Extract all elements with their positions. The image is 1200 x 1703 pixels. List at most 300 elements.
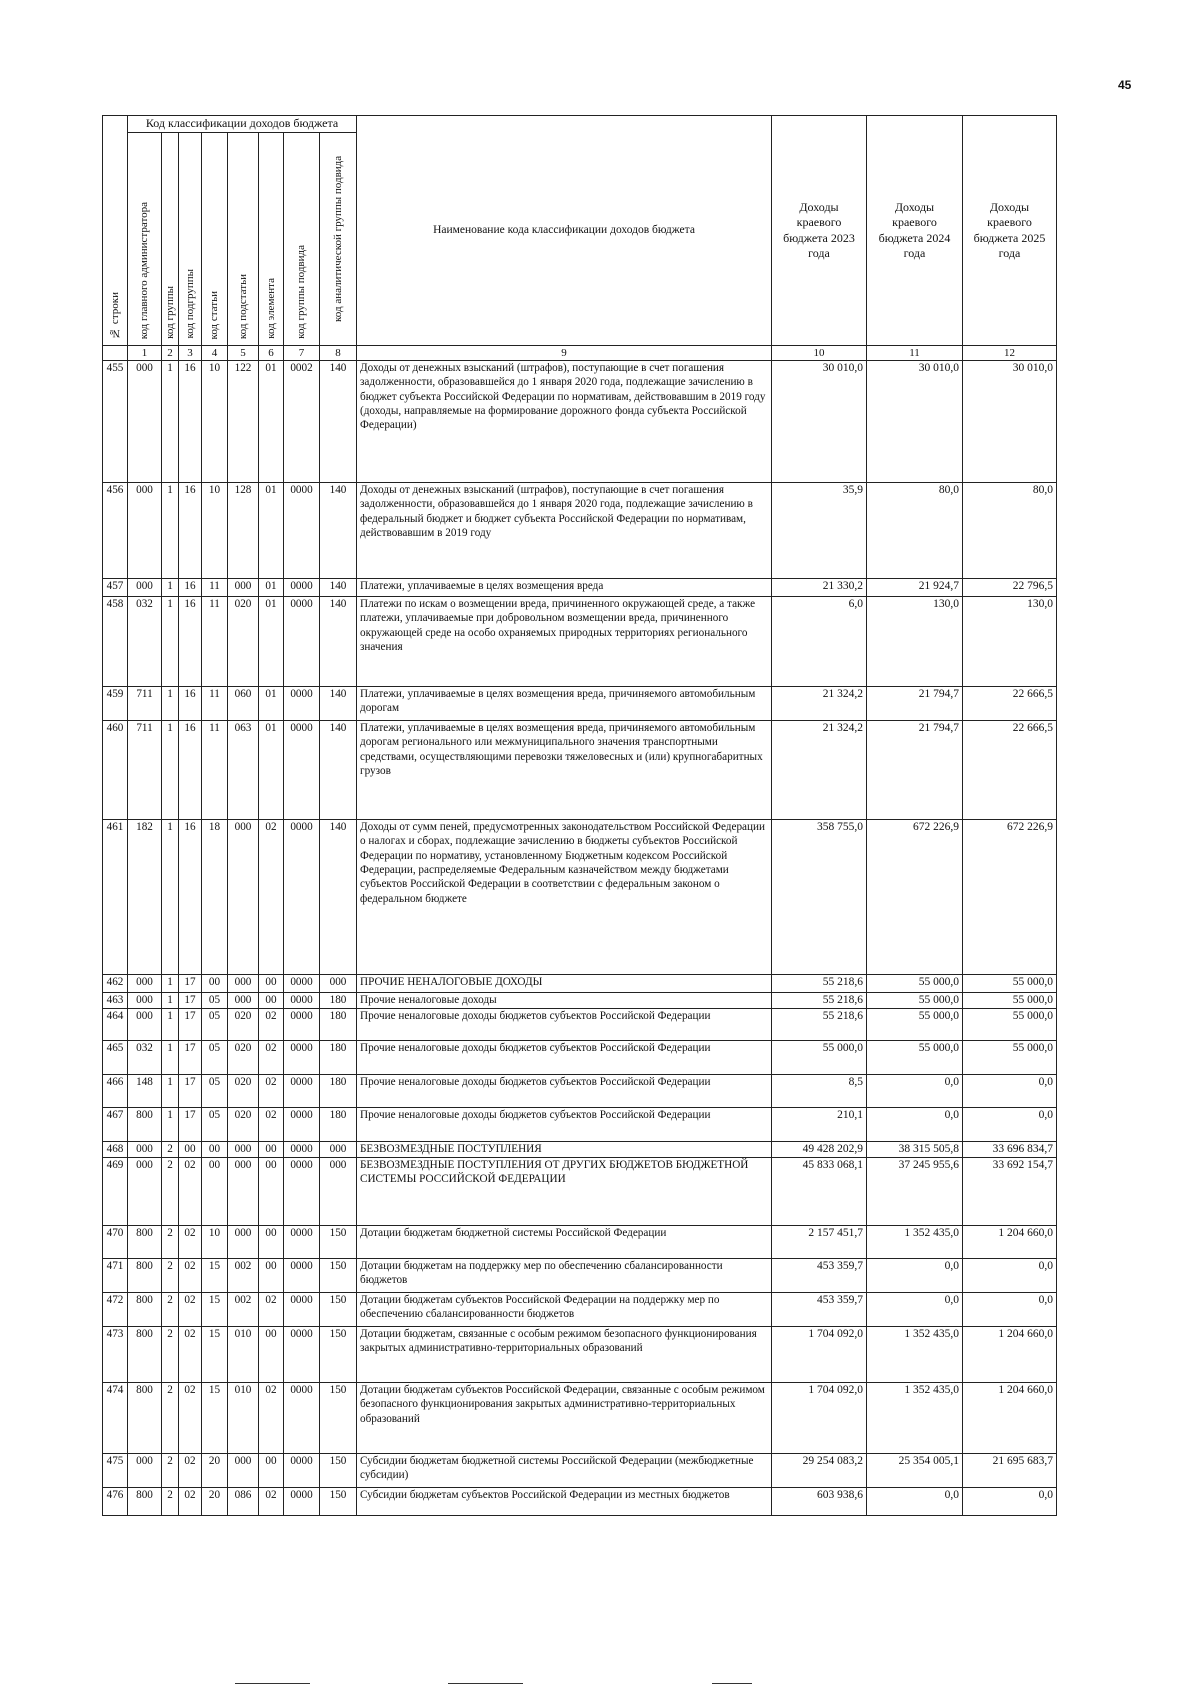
amount-2025: 55 000,0 bbox=[963, 975, 1057, 993]
revenue-name: Субсидии бюджетам субъектов Российской Федерации из местных бюджетов bbox=[357, 1488, 772, 1516]
amount-2023: 6,0 bbox=[772, 597, 867, 687]
article-code: 15 bbox=[202, 1383, 228, 1454]
revenue-name: Дотации бюджетам, связанные с особым режимом безопасного функционирования закрытых административно-территориальных образований bbox=[357, 1327, 772, 1383]
subarticle-code: 000 bbox=[228, 1158, 259, 1226]
element-code: 01 bbox=[259, 597, 284, 687]
subtype-group-code: 0000 bbox=[284, 1075, 320, 1108]
analytic-group-code: 140 bbox=[320, 721, 357, 820]
subgroup-code: 02 bbox=[179, 1259, 202, 1293]
header-article: код статьи bbox=[202, 133, 228, 346]
element-code: 01 bbox=[259, 483, 284, 579]
amount-2023: 35,9 bbox=[772, 483, 867, 579]
analytic-group-code: 000 bbox=[320, 1158, 357, 1226]
scan-mark bbox=[235, 1683, 310, 1684]
analytic-group-code: 150 bbox=[320, 1488, 357, 1516]
amount-2024: 38 315 505,8 bbox=[867, 1142, 963, 1158]
amount-2023: 55 218,6 bbox=[772, 1009, 867, 1041]
admin-code: 000 bbox=[128, 975, 162, 993]
analytic-group-code: 140 bbox=[320, 361, 357, 483]
amount-2024: 1 352 435,0 bbox=[867, 1226, 963, 1259]
group-code: 2 bbox=[162, 1259, 179, 1293]
header-2025: Доходы краевого бюджета 2025 года bbox=[963, 116, 1057, 346]
subgroup-code: 02 bbox=[179, 1488, 202, 1516]
subarticle-code: 020 bbox=[228, 1041, 259, 1075]
amount-2024: 55 000,0 bbox=[867, 975, 963, 993]
amount-2024: 55 000,0 bbox=[867, 1009, 963, 1041]
article-code: 00 bbox=[202, 1142, 228, 1158]
subtype-group-code: 0000 bbox=[284, 483, 320, 579]
group-code: 2 bbox=[162, 1488, 179, 1516]
row-number: 473 bbox=[103, 1327, 128, 1383]
article-code: 15 bbox=[202, 1259, 228, 1293]
column-number: 4 bbox=[202, 346, 228, 361]
row-number: 474 bbox=[103, 1383, 128, 1454]
amount-2025: 55 000,0 bbox=[963, 1009, 1057, 1041]
element-code: 00 bbox=[259, 975, 284, 993]
analytic-group-code: 180 bbox=[320, 993, 357, 1009]
header-analytic-group: код аналитической группы подвида bbox=[320, 133, 357, 346]
amount-2024: 21 794,7 bbox=[867, 721, 963, 820]
article-code: 05 bbox=[202, 1108, 228, 1142]
group-code: 2 bbox=[162, 1142, 179, 1158]
analytic-group-code: 180 bbox=[320, 1041, 357, 1075]
element-code: 02 bbox=[259, 1383, 284, 1454]
subgroup-code: 17 bbox=[179, 1075, 202, 1108]
amount-2025: 22 796,5 bbox=[963, 579, 1057, 597]
amount-2024: 80,0 bbox=[867, 483, 963, 579]
revenue-name: БЕЗВОЗМЕЗДНЫЕ ПОСТУПЛЕНИЯ ОТ ДРУГИХ БЮДЖЕТОВ БЮДЖЕТНОЙ СИСТЕМЫ РОССИЙСКОЙ ФЕДЕРАЦИИ bbox=[357, 1158, 772, 1226]
row-number: 476 bbox=[103, 1488, 128, 1516]
group-code: 2 bbox=[162, 1383, 179, 1454]
row-number: 455 bbox=[103, 361, 128, 483]
amount-2024: 1 352 435,0 bbox=[867, 1383, 963, 1454]
group-code: 1 bbox=[162, 597, 179, 687]
admin-code: 800 bbox=[128, 1259, 162, 1293]
article-code: 18 bbox=[202, 820, 228, 975]
table-row bbox=[103, 1454, 1057, 1488]
table-row bbox=[103, 1108, 1057, 1142]
row-number: 461 bbox=[103, 820, 128, 975]
subtype-group-code: 0000 bbox=[284, 1383, 320, 1454]
subtype-group-code: 0000 bbox=[284, 1259, 320, 1293]
amount-2024: 1 352 435,0 bbox=[867, 1327, 963, 1383]
article-code: 11 bbox=[202, 721, 228, 820]
subtype-group-code: 0000 bbox=[284, 820, 320, 975]
column-number: 3 bbox=[179, 346, 202, 361]
subgroup-code: 02 bbox=[179, 1454, 202, 1488]
group-code: 1 bbox=[162, 721, 179, 820]
admin-code: 800 bbox=[128, 1383, 162, 1454]
subarticle-code: 020 bbox=[228, 1108, 259, 1142]
amount-2023: 358 755,0 bbox=[772, 820, 867, 975]
amount-2023: 8,5 bbox=[772, 1075, 867, 1108]
column-number bbox=[103, 346, 128, 361]
analytic-group-code: 180 bbox=[320, 1075, 357, 1108]
column-number-row bbox=[103, 346, 1057, 361]
admin-code: 711 bbox=[128, 687, 162, 721]
group-code: 2 bbox=[162, 1454, 179, 1488]
header-subgroup: код подгруппы bbox=[179, 133, 202, 346]
analytic-group-code: 150 bbox=[320, 1293, 357, 1327]
admin-code: 800 bbox=[128, 1327, 162, 1383]
admin-code: 000 bbox=[128, 579, 162, 597]
article-code: 11 bbox=[202, 579, 228, 597]
amount-2025: 1 204 660,0 bbox=[963, 1383, 1057, 1454]
amount-2025: 130,0 bbox=[963, 597, 1057, 687]
subgroup-code: 02 bbox=[179, 1158, 202, 1226]
table-row bbox=[103, 975, 1057, 993]
analytic-group-code: 000 bbox=[320, 975, 357, 993]
subgroup-code: 02 bbox=[179, 1327, 202, 1383]
amount-2025: 1 204 660,0 bbox=[963, 1226, 1057, 1259]
subarticle-code: 002 bbox=[228, 1259, 259, 1293]
article-code: 15 bbox=[202, 1293, 228, 1327]
analytic-group-code: 150 bbox=[320, 1454, 357, 1488]
revenue-name: Прочие неналоговые доходы bbox=[357, 993, 772, 1009]
amount-2025: 33 692 154,7 bbox=[963, 1158, 1057, 1226]
row-number: 467 bbox=[103, 1108, 128, 1142]
group-code: 2 bbox=[162, 1226, 179, 1259]
subarticle-code: 020 bbox=[228, 1009, 259, 1041]
article-code: 00 bbox=[202, 975, 228, 993]
subgroup-code: 16 bbox=[179, 597, 202, 687]
admin-code: 000 bbox=[128, 1454, 162, 1488]
revenue-name: Прочие неналоговые доходы бюджетов субъектов Российской Федерации bbox=[357, 1041, 772, 1075]
amount-2023: 603 938,6 bbox=[772, 1488, 867, 1516]
subarticle-code: 010 bbox=[228, 1383, 259, 1454]
amount-2024: 0,0 bbox=[867, 1108, 963, 1142]
subtype-group-code: 0000 bbox=[284, 579, 320, 597]
admin-code: 032 bbox=[128, 1041, 162, 1075]
subarticle-code: 128 bbox=[228, 483, 259, 579]
table-row bbox=[103, 993, 1057, 1009]
subtype-group-code: 0000 bbox=[284, 1041, 320, 1075]
table-row bbox=[103, 1226, 1057, 1259]
article-code: 05 bbox=[202, 993, 228, 1009]
admin-code: 000 bbox=[128, 993, 162, 1009]
subtype-group-code: 0000 bbox=[284, 993, 320, 1009]
amount-2024: 25 354 005,1 bbox=[867, 1454, 963, 1488]
subtype-group-code: 0000 bbox=[284, 1293, 320, 1327]
row-number: 464 bbox=[103, 1009, 128, 1041]
row-number: 468 bbox=[103, 1142, 128, 1158]
column-number: 2 bbox=[162, 346, 179, 361]
admin-code: 800 bbox=[128, 1226, 162, 1259]
page-number: 45 bbox=[1118, 78, 1132, 92]
header-subtype-group: код группы подвида bbox=[284, 133, 320, 346]
subgroup-code: 16 bbox=[179, 361, 202, 483]
revenue-name: Платежи, уплачиваемые в целях возмещения вреда, причиняемого автомобильным дорогам bbox=[357, 687, 772, 721]
group-code: 1 bbox=[162, 1108, 179, 1142]
element-code: 01 bbox=[259, 721, 284, 820]
amount-2024: 0,0 bbox=[867, 1075, 963, 1108]
element-code: 01 bbox=[259, 579, 284, 597]
table-row bbox=[103, 1383, 1057, 1454]
admin-code: 000 bbox=[128, 1009, 162, 1041]
amount-2025: 21 695 683,7 bbox=[963, 1454, 1057, 1488]
revenue-name: Дотации бюджетам субъектов Российской Федерации на поддержку мер по обеспечению сбалансированности бюджетов bbox=[357, 1293, 772, 1327]
amount-2024: 21 924,7 bbox=[867, 579, 963, 597]
subarticle-code: 060 bbox=[228, 687, 259, 721]
analytic-group-code: 150 bbox=[320, 1327, 357, 1383]
article-code: 10 bbox=[202, 483, 228, 579]
row-number: 460 bbox=[103, 721, 128, 820]
subarticle-code: 000 bbox=[228, 993, 259, 1009]
header-group-caption: Код классификации доходов бюджета bbox=[128, 116, 357, 133]
revenue-name: Дотации бюджетам на поддержку мер по обеспечению сбалансированности бюджетов bbox=[357, 1259, 772, 1293]
subgroup-code: 02 bbox=[179, 1383, 202, 1454]
article-code: 11 bbox=[202, 687, 228, 721]
subgroup-code: 17 bbox=[179, 1041, 202, 1075]
analytic-group-code: 000 bbox=[320, 1142, 357, 1158]
amount-2023: 49 428 202,9 bbox=[772, 1142, 867, 1158]
amount-2025: 80,0 bbox=[963, 483, 1057, 579]
revenue-name: Прочие неналоговые доходы бюджетов субъектов Российской Федерации bbox=[357, 1108, 772, 1142]
column-number: 1 bbox=[128, 346, 162, 361]
amount-2024: 0,0 bbox=[867, 1293, 963, 1327]
row-number: 472 bbox=[103, 1293, 128, 1327]
group-code: 2 bbox=[162, 1327, 179, 1383]
article-code: 11 bbox=[202, 597, 228, 687]
table-row bbox=[103, 687, 1057, 721]
amount-2024: 30 010,0 bbox=[867, 361, 963, 483]
analytic-group-code: 150 bbox=[320, 1226, 357, 1259]
subtype-group-code: 0000 bbox=[284, 687, 320, 721]
header-element: код элемента bbox=[259, 133, 284, 346]
subgroup-code: 02 bbox=[179, 1226, 202, 1259]
article-code: 10 bbox=[202, 361, 228, 483]
revenue-name: Платежи по искам о возмещении вреда, причиненного окружающей среде, а также платежи, уплачиваемые при добровольном возмещении вреда, причиненного окружающей среде на особо охраняемых природных территориях регионального значения bbox=[357, 597, 772, 687]
admin-code: 000 bbox=[128, 483, 162, 579]
table-row bbox=[103, 1009, 1057, 1041]
admin-code: 711 bbox=[128, 721, 162, 820]
table-row bbox=[103, 1488, 1057, 1516]
row-number: 462 bbox=[103, 975, 128, 993]
element-code: 00 bbox=[259, 1158, 284, 1226]
revenue-name: Доходы от денежных взысканий (штрафов), поступающие в счет погашения задолженности, образовавшейся до 1 января 2020 года, подлежащие зачислению в бюджет субъекта Российской Федерации по нормативам, действовавшим в 2019 году (доходы, направляемые на формирование дорожного фонда субъекта Российской Федерации) bbox=[357, 361, 772, 483]
subtype-group-code: 0000 bbox=[284, 1158, 320, 1226]
revenue-name: Прочие неналоговые доходы бюджетов субъектов Российской Федерации bbox=[357, 1075, 772, 1108]
table-row bbox=[103, 721, 1057, 820]
subarticle-code: 020 bbox=[228, 597, 259, 687]
subarticle-code: 000 bbox=[228, 1454, 259, 1488]
revenue-name: Дотации бюджетам бюджетной системы Российской Федерации bbox=[357, 1226, 772, 1259]
column-number: 11 bbox=[867, 346, 963, 361]
header-2024: Доходы краевого бюджета 2024 года bbox=[867, 116, 963, 346]
amount-2024: 55 000,0 bbox=[867, 1041, 963, 1075]
row-number: 470 bbox=[103, 1226, 128, 1259]
amount-2025: 0,0 bbox=[963, 1075, 1057, 1108]
revenue-name: Платежи, уплачиваемые в целях возмещения вреда, причиняемого автомобильным дорогам регионального или межмуниципального значения транспортными средствами, осуществляющими перевозки тяжеловесных и (или) крупногабаритных грузов bbox=[357, 721, 772, 820]
group-code: 1 bbox=[162, 820, 179, 975]
row-number: 466 bbox=[103, 1075, 128, 1108]
analytic-group-code: 140 bbox=[320, 483, 357, 579]
amount-2023: 29 254 083,2 bbox=[772, 1454, 867, 1488]
amount-2023: 1 704 092,0 bbox=[772, 1383, 867, 1454]
admin-code: 800 bbox=[128, 1293, 162, 1327]
revenue-name: Прочие неналоговые доходы бюджетов субъектов Российской Федерации bbox=[357, 1009, 772, 1041]
row-number: 458 bbox=[103, 597, 128, 687]
amount-2025: 33 696 834,7 bbox=[963, 1142, 1057, 1158]
row-number: 475 bbox=[103, 1454, 128, 1488]
subarticle-code: 000 bbox=[228, 1142, 259, 1158]
table-row bbox=[103, 579, 1057, 597]
column-number: 6 bbox=[259, 346, 284, 361]
amount-2023: 453 359,7 bbox=[772, 1259, 867, 1293]
amount-2024: 130,0 bbox=[867, 597, 963, 687]
row-number: 469 bbox=[103, 1158, 128, 1226]
header-group: код группы bbox=[162, 133, 179, 346]
table-row bbox=[103, 1158, 1057, 1226]
amount-2025: 22 666,5 bbox=[963, 721, 1057, 820]
row-number: 456 bbox=[103, 483, 128, 579]
amount-2023: 55 000,0 bbox=[772, 1041, 867, 1075]
column-number: 8 bbox=[320, 346, 357, 361]
admin-code: 182 bbox=[128, 820, 162, 975]
row-number: 463 bbox=[103, 993, 128, 1009]
article-code: 15 bbox=[202, 1327, 228, 1383]
row-number: 459 bbox=[103, 687, 128, 721]
subgroup-code: 17 bbox=[179, 1108, 202, 1142]
article-code: 00 bbox=[202, 1158, 228, 1226]
amount-2025: 55 000,0 bbox=[963, 993, 1057, 1009]
element-code: 02 bbox=[259, 1108, 284, 1142]
header-row-no: № строки bbox=[103, 116, 128, 346]
admin-code: 000 bbox=[128, 1158, 162, 1226]
revenue-name: Доходы от сумм пеней, предусмотренных законодательством Российской Федерации о налогах и сборах, подлежащие зачислению в бюджеты субъектов Российской Федерации по нормативу, установленному Бюджетным кодексом Российской Федерации, распределяемые Федеральным казначейством между бюджетами субъектов Российской Федерации в соответствии с федеральным законом о федеральном бюджете bbox=[357, 820, 772, 975]
subgroup-code: 16 bbox=[179, 687, 202, 721]
subarticle-code: 010 bbox=[228, 1327, 259, 1383]
group-code: 1 bbox=[162, 687, 179, 721]
subgroup-code: 00 bbox=[179, 1142, 202, 1158]
amount-2025: 30 010,0 bbox=[963, 361, 1057, 483]
admin-code: 800 bbox=[128, 1108, 162, 1142]
amount-2024: 55 000,0 bbox=[867, 993, 963, 1009]
subtype-group-code: 0000 bbox=[284, 597, 320, 687]
subgroup-code: 02 bbox=[179, 1293, 202, 1327]
group-code: 1 bbox=[162, 1041, 179, 1075]
amount-2025: 22 666,5 bbox=[963, 687, 1057, 721]
analytic-group-code: 180 bbox=[320, 1009, 357, 1041]
admin-code: 000 bbox=[128, 361, 162, 483]
amount-2025: 1 204 660,0 bbox=[963, 1327, 1057, 1383]
subgroup-code: 17 bbox=[179, 1009, 202, 1041]
element-code: 02 bbox=[259, 820, 284, 975]
group-code: 1 bbox=[162, 975, 179, 993]
subtype-group-code: 0000 bbox=[284, 1108, 320, 1142]
article-code: 05 bbox=[202, 1009, 228, 1041]
subtype-group-code: 0000 bbox=[284, 1327, 320, 1383]
subarticle-code: 063 bbox=[228, 721, 259, 820]
table-row bbox=[103, 1041, 1057, 1075]
subgroup-code: 16 bbox=[179, 721, 202, 820]
amount-2025: 0,0 bbox=[963, 1259, 1057, 1293]
subtype-group-code: 0000 bbox=[284, 1009, 320, 1041]
element-code: 00 bbox=[259, 993, 284, 1009]
subgroup-code: 16 bbox=[179, 483, 202, 579]
amount-2024: 0,0 bbox=[867, 1259, 963, 1293]
amount-2024: 672 226,9 bbox=[867, 820, 963, 975]
revenue-classification-table bbox=[102, 115, 1057, 1516]
analytic-group-code: 140 bbox=[320, 687, 357, 721]
element-code: 00 bbox=[259, 1327, 284, 1383]
analytic-group-code: 140 bbox=[320, 579, 357, 597]
revenue-name: Субсидии бюджетам бюджетной системы Российской Федерации (межбюджетные субсидии) bbox=[357, 1454, 772, 1488]
table-row bbox=[103, 1142, 1057, 1158]
amount-2023: 55 218,6 bbox=[772, 975, 867, 993]
analytic-group-code: 140 bbox=[320, 820, 357, 975]
element-code: 01 bbox=[259, 361, 284, 483]
amount-2024: 21 794,7 bbox=[867, 687, 963, 721]
article-code: 05 bbox=[202, 1041, 228, 1075]
group-code: 1 bbox=[162, 1009, 179, 1041]
subtype-group-code: 0000 bbox=[284, 1488, 320, 1516]
amount-2023: 2 157 451,7 bbox=[772, 1226, 867, 1259]
subarticle-code: 000 bbox=[228, 1226, 259, 1259]
element-code: 02 bbox=[259, 1041, 284, 1075]
element-code: 00 bbox=[259, 1226, 284, 1259]
admin-code: 000 bbox=[128, 1142, 162, 1158]
table-body bbox=[103, 361, 1057, 1516]
analytic-group-code: 140 bbox=[320, 597, 357, 687]
column-number: 12 bbox=[963, 346, 1057, 361]
table-row bbox=[103, 1293, 1057, 1327]
amount-2023: 21 324,2 bbox=[772, 687, 867, 721]
element-code: 02 bbox=[259, 1488, 284, 1516]
amount-2025: 55 000,0 bbox=[963, 1041, 1057, 1075]
element-code: 00 bbox=[259, 1142, 284, 1158]
amount-2023: 21 330,2 bbox=[772, 579, 867, 597]
analytic-group-code: 150 bbox=[320, 1259, 357, 1293]
element-code: 02 bbox=[259, 1075, 284, 1108]
subarticle-code: 000 bbox=[228, 975, 259, 993]
column-number: 10 bbox=[772, 346, 867, 361]
subgroup-code: 16 bbox=[179, 820, 202, 975]
amount-2023: 210,1 bbox=[772, 1108, 867, 1142]
amount-2025: 0,0 bbox=[963, 1488, 1057, 1516]
table-row bbox=[103, 361, 1057, 483]
column-number: 5 bbox=[228, 346, 259, 361]
group-code: 1 bbox=[162, 1075, 179, 1108]
subarticle-code: 020 bbox=[228, 1075, 259, 1108]
subgroup-code: 17 bbox=[179, 993, 202, 1009]
revenue-name: Платежи, уплачиваемые в целях возмещения вреда bbox=[357, 579, 772, 597]
admin-code: 800 bbox=[128, 1488, 162, 1516]
subgroup-code: 16 bbox=[179, 579, 202, 597]
subtype-group-code: 0002 bbox=[284, 361, 320, 483]
table-row bbox=[103, 820, 1057, 975]
table-row bbox=[103, 1075, 1057, 1108]
table-row bbox=[103, 1259, 1057, 1293]
group-code: 1 bbox=[162, 993, 179, 1009]
element-code: 02 bbox=[259, 1009, 284, 1041]
article-code: 20 bbox=[202, 1454, 228, 1488]
header-subarticle: код подстатьи bbox=[228, 133, 259, 346]
element-code: 02 bbox=[259, 1293, 284, 1327]
amount-2025: 672 226,9 bbox=[963, 820, 1057, 975]
amount-2025: 0,0 bbox=[963, 1293, 1057, 1327]
element-code: 00 bbox=[259, 1259, 284, 1293]
admin-code: 148 bbox=[128, 1075, 162, 1108]
amount-2025: 0,0 bbox=[963, 1108, 1057, 1142]
row-number: 457 bbox=[103, 579, 128, 597]
column-number: 7 bbox=[284, 346, 320, 361]
row-number: 471 bbox=[103, 1259, 128, 1293]
scan-mark bbox=[448, 1683, 523, 1684]
header-2023: Доходы краевого бюджета 2023 года bbox=[772, 116, 867, 346]
amount-2023: 55 218,6 bbox=[772, 993, 867, 1009]
amount-2024: 0,0 bbox=[867, 1488, 963, 1516]
